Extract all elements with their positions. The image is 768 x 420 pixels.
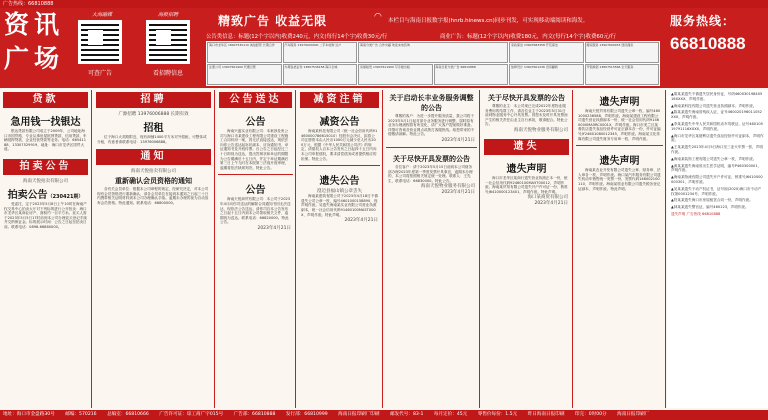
top-bar-hotline: 广告热线：66810888 (3, 1, 54, 7)
recruit-title: 招租 (143, 123, 164, 134)
section-tag-loan: 贷款 (3, 92, 88, 108)
price-notice-announcement: 公告类信息：标题(12个字以内)收费240元，内文(每行14个字)收费30元/行 (206, 34, 388, 40)
auction-notice (0, 177, 91, 231)
invoice-title: 关于尽快开具发票的公告 (488, 94, 565, 102)
qr-code-left-icon[interactable] (78, 20, 122, 64)
section-tag-recruit: 招聘 (96, 92, 211, 108)
announcement2-date: 2023年4月21日 (441, 190, 475, 196)
footer-item: 广告许可证：琼工商广字015号 (159, 412, 224, 417)
column-loans (0, 90, 92, 408)
cancel-title: 遗失公告 (319, 176, 360, 188)
side-item: ▲海南某装饰工程有限公司遗失公章一枚，声明作废。 (671, 156, 757, 161)
price-notice-commercial: 商业广告：标题(12个字以内)收费180元，内文(每行14个字)收费60元/行 (440, 34, 616, 40)
footer-item: 海南日报印刷厂印刷 (338, 412, 380, 417)
auction-body: 受委托，定于2023年5月8日上午10时在海南产权交易中心拍卖大厅对下列标的进行公开拍卖：海口市龙华区某商业房产，面积约一百平方米。竞买人需于2023年5月5日17时前到本公司办理竞买登记手续并交纳保证金。标的展示时间：公告之日起至拍卖日前。联系电话：0898-66880000。 (4, 201, 87, 229)
cancel-body: 海南某建筑有限公司于2023年4月18日不慎遗失公司公章一枚，编号4601000158890，现声明作废。另遗失海南某实业有限公司营业执照副本，统一社会信用代码91460100MA5T000X，声明作废。特此声明。 (301, 194, 378, 217)
page-header (0, 8, 768, 88)
column-side-lost-list (667, 90, 768, 408)
service-notice-2 (216, 178, 295, 232)
lost2-title: 遗失声明 (599, 97, 640, 108)
member-notice (93, 167, 214, 206)
section-tag-reduction: 减资注销 (300, 92, 379, 108)
service-hotline (670, 12, 766, 54)
reduction-title: 减资公告 (319, 117, 360, 128)
lost1-body: 海口市龙华区某商行遗失营业执照正本一份，统一社会信用代码92460100MA5T00012，声明作废。海南某贸易有限公司遗失开户许可证一份，核准号J6410000123401，声明作废。特此声明。 (485, 175, 568, 194)
column-recruit (93, 90, 215, 408)
footer-item: 总编室：66810666 (107, 412, 149, 417)
lost-statement-3 (574, 149, 665, 192)
cancel-notice (297, 169, 382, 224)
content-area (0, 90, 768, 408)
loan-ad (0, 110, 91, 153)
notify-org: 海南天悦拍卖有限公司 (131, 169, 176, 175)
announcement1-body: 尊敬的客户：为进一步提升服务质量，我公司将于2023年5月1日起对部分业务服务进行调整，届时原有业务办理流程将有所变化，请广大客户提前做好准备。详情可咨询各营业网点或拨打客服热线。给您带来的不便敬请谅解。特此公告。 (388, 114, 475, 137)
lost-statement-1 (481, 157, 572, 207)
top-bar (0, 0, 768, 8)
hotline-label: 服务热线： (670, 14, 736, 28)
notice2-title: 公告 (245, 185, 266, 197)
mini-ad: 开锁换锁 13807515566 全天服务 (585, 64, 660, 85)
mini-ad: 办理各类证件 13807536158 海口全城 (283, 64, 358, 85)
notice1-body: 海南兴盛实业有限公司：本案涉及贵公司与海口市某建设工程有限公司建设工程施工合同纠纷一案，因无法直接送达，现依法向你公告送达起诉状副本、应诉通知书、举证通知书及开庭传票。自公告之日起经过三十日即视为送达，提出答辩状和举证的期限为公告期满后十五日内，并定于举证期满后第三日上午九时在本院第三法庭开庭审理，逾期将依法缺席判决。特此公告。 (220, 129, 289, 170)
mini-ad: 注册公司 13907561900 代理记账 (207, 64, 282, 85)
side-item: ▲黄某某遗失海南省出生医学证明，编号P460300001，声明作废。 (671, 163, 762, 173)
lost2-body: 海南天悦贸易有限公司遗失公章一枚，编号4601000236588，声明作废。海南某建设工程有限公司遗失营业执照副本一份，统一社会信用代码91460000MA5RC0001X，声明作废。海口市美兰区某餐饮店遗失食品经营许可证正副本各一份，许可证编号JY24601080012345，声明作废。海南某文化传媒有限公司遗失财务专用章一枚，声明作废。 (578, 109, 661, 141)
notify-body: 各有关会员单位：根据本公司章程的规定，经研究决定，对本公司现有会员资格进行重新确认，请各会员单位在接到本通知之日起三十日内携带相关证明材料到本公司办理确认手续。逾期未办理的视为自动放弃会员资格。特此通知。联系电话：66800000。 (97, 187, 209, 205)
notice1-title: 公告 (245, 117, 266, 128)
auction-title: 拍卖公告（230421期） (7, 189, 84, 201)
page-footer (0, 410, 768, 420)
recruit-ad (93, 110, 214, 145)
side-item: ▲林某某遗失警官证，编号460123，声明作废。 (671, 205, 749, 210)
footer-item: 发行部：66810999 (285, 412, 328, 417)
footer-item: 昨日海南日报印刷 (527, 412, 565, 417)
side-item: ▲胡某某遗失不慎遗失居民身份证，号码46003019840516XXXX，声明作废。 (671, 92, 763, 101)
footer-item: 海南日报印刷厂 (617, 412, 650, 417)
mini-ad: 装修设计 13907601236 旧房翻新 (509, 64, 584, 85)
mini-ad: 海南日报分类广告 66810888 (434, 64, 509, 85)
mini-ad: 房屋租赁 13907611900 写字楼出租 (358, 64, 433, 85)
qr-right-caption: 看招聘信息 (152, 70, 183, 77)
footer-item: 邮发代号：83-1 (389, 412, 424, 417)
lost-statement-2 (574, 90, 665, 142)
footer-item: 广告部：66810888 (233, 412, 276, 417)
header-slogan: 精致广告 收益无限 (218, 14, 328, 28)
qr-left-caption: 可查广告 (87, 70, 112, 77)
section-tag-service: 公告送达 (219, 92, 292, 108)
announcement2-body: 各位客户：请于2023年5月15日前到本公司财务部办理2023年度第一季度发票开具事宜，逾期未办理的，本公司将按照相关规定统一处理。联系人：王先生，联系电话：66830000。特此公告。 (388, 164, 473, 183)
classified-mini-ads (206, 41, 660, 86)
lost1-title: 遗失声明 (506, 163, 547, 175)
service-notice-1 (216, 110, 295, 171)
logo-char-4: 场 (34, 44, 60, 73)
announcement2-title: 关于尽快开具发票的公告 (393, 154, 470, 163)
logo-char-2: 讯 (34, 10, 60, 39)
recruit-sub: 广源招聘 13976006888 长期有效 (118, 112, 189, 117)
column-service-notices (216, 90, 296, 408)
side-item: ▲海南某科技有限公司遗失营业执照副本，声明作废。 (671, 103, 757, 108)
cancel-date: 2023年4月21日 (344, 218, 378, 224)
footer-item: 地址：海口市金盘路30号 (3, 412, 55, 417)
side-item: ▲海南某物流有限公司遗失开户许可证，核准号J6410000000301，声明作废。 (671, 175, 763, 184)
cancel-sub: 澄迈县福山镇公章丢失 (317, 189, 362, 195)
lost3-body: 海南某农业开发有限公司遗失公章、财务章、法人章各一枚，声明作废。海口某汽车服务有限公司遗失机动车销售统一发票一份，发票代码146002100110，声明作废。海南某旅业有限公司遗失税务登记证副本，声明作废。特此声明。 (578, 168, 661, 191)
reduction-body: 海南某科技有限公司（统一社会信用代码91460000786615010）经股东会决议，拟将公司注册资本由人民币1000万元减少至人民币200万元，根据《中华人民共和国公司法》的规定，请债权人自本公告发布之日起四十五日内向本公司申报债权，要求清偿债务或者提供相应的担保。特此公告。 (301, 129, 378, 161)
side-item: ▲陈某某遗失海南省残疾人证，证号460020196011052XXX，声明作废。 (671, 110, 762, 120)
section-tag-notify: 通知 (96, 149, 211, 165)
section-tag-lost: 遗失 (484, 139, 569, 155)
loan-body: 银达贷款有限公司成立于2009年，公司地址海口市国贸路，专业从事房屋抵押贷款、信用贷款、车辆抵押贷款、企业经营贷款等业务。电话：66541188、13307529919，地址：海口市龙华区国贸大道。 (4, 129, 87, 152)
column-capital-reduction (297, 90, 383, 408)
qr-code-right-icon[interactable] (146, 20, 190, 64)
side-item: ▲海口市龙华区某便利店遗失食品经营许可证副本，声明作废。 (671, 133, 764, 143)
wifi-icon: ◠ (374, 12, 382, 22)
notice2-date: 2023年4月21日 (257, 225, 291, 231)
footer-item: 印完：0时00分 (574, 412, 607, 417)
column-lost-statements (574, 90, 666, 408)
invoice-notice (481, 90, 572, 134)
mini-ad: 海口市龙华区 18907530110 诚信经营 长期合作 (207, 42, 282, 63)
invoice-org: 海南天悦物业服务有限公司 (514, 127, 568, 133)
hotline-number[interactable]: 66810888 (670, 34, 746, 53)
column-announcements (384, 90, 480, 408)
lost3-title: 遗失声明 (599, 156, 640, 168)
lost1-org: 海口某商贸有限公司 (527, 195, 568, 201)
mini-ad: 家政保洁 13907683358 开荒保洁 (509, 42, 584, 63)
footer-item: 每月定价：45元 (433, 412, 468, 417)
column-invoice-lost (481, 90, 573, 408)
mini-ad: 海南分类广告 合作共赢 欢迎来电咨询 (358, 42, 508, 63)
announcement1-date: 2023年4月21日 (441, 137, 475, 143)
side-item: ▲吴某某遗失不动产权证书，证号琼(2020)海口市不动产权第0001234号，声明作废。 (671, 186, 762, 196)
qr-left-tag: 大海融媒 (92, 12, 113, 18)
mini-ad: 汽车服务 13976000000 二手车收购 过户 (283, 42, 358, 63)
section-logo (2, 10, 68, 82)
lost1-date: 2023年4月21日 (534, 201, 568, 207)
announcement-1 (384, 90, 479, 144)
header-notice: 本栏目与海南日报数字报(hnrb.hinews.cn)同步刊发，可实现移动端阅读和海发。 (388, 18, 589, 24)
announcement-2 (384, 151, 479, 196)
footer-item: 邮编：570216 (65, 412, 97, 417)
notify-title: 重新确认会员资格的通知 (115, 177, 192, 186)
recruit-body: 位于海口大英路附近，现有商铺1400平方米对外招租，可整体或分租，有意者请联系电话：13976006888。 (97, 135, 207, 144)
invoice-body: 尊敬的业主：本公司现已完成2022年度物业服务费用的结算工作，请各位业主于2023年5月31日前到物业服务中心开具发票。因您未及时开具发票而产生的相关责任由业主自行承担，敬请配合。特此公告。 (485, 104, 568, 127)
loan-title: 急用钱一找银达 (10, 117, 81, 128)
notice2-body: 海南天悦商贸有限公司：本公司于2023年4月向你司送达的解除合同通知书因无法送达，现依法公告送达。请你司自本公告发布之日起十五日内到本公司领取相关文件，逾期视为送达。联系电话：66820000。特此公告。 (220, 197, 291, 225)
section-tag-auction: 拍卖公告 (3, 159, 88, 175)
logo-char-3: 广 (4, 44, 30, 73)
announcement2-org: 海南天悦物业服务有限公司 (421, 184, 475, 190)
auction-org: 海南天悦拍卖有限公司 (23, 178, 68, 184)
side-item: ▲李某某遗失中华人民共和国机动车驾驶证，证号46010519791116XXXX，声明作废。 (671, 121, 763, 131)
side-footer-line: 遗失声明 广告热线 66810888 (671, 211, 721, 216)
auction-number: （230421期） (47, 193, 84, 200)
reduction-notice (297, 110, 382, 162)
side-item: ▲王某某遗失2023年4月5日海口至三亚火车票一张，声明作废。 (671, 145, 763, 154)
logo-char-1: 资 (4, 10, 30, 39)
announcement1-title: 关于启动长丰业务服务调整的公告 (389, 94, 474, 112)
qr-right-tag: 海报招聘 (158, 12, 179, 18)
footer-item: 零售价每份：1.5元 (477, 412, 518, 417)
side-item: ▲符某某遗失海口市房屋租赁合同一份，声明作废。 (671, 198, 753, 203)
mini-ad: 搬家服务 13907690033 居民搬家 (585, 42, 660, 63)
